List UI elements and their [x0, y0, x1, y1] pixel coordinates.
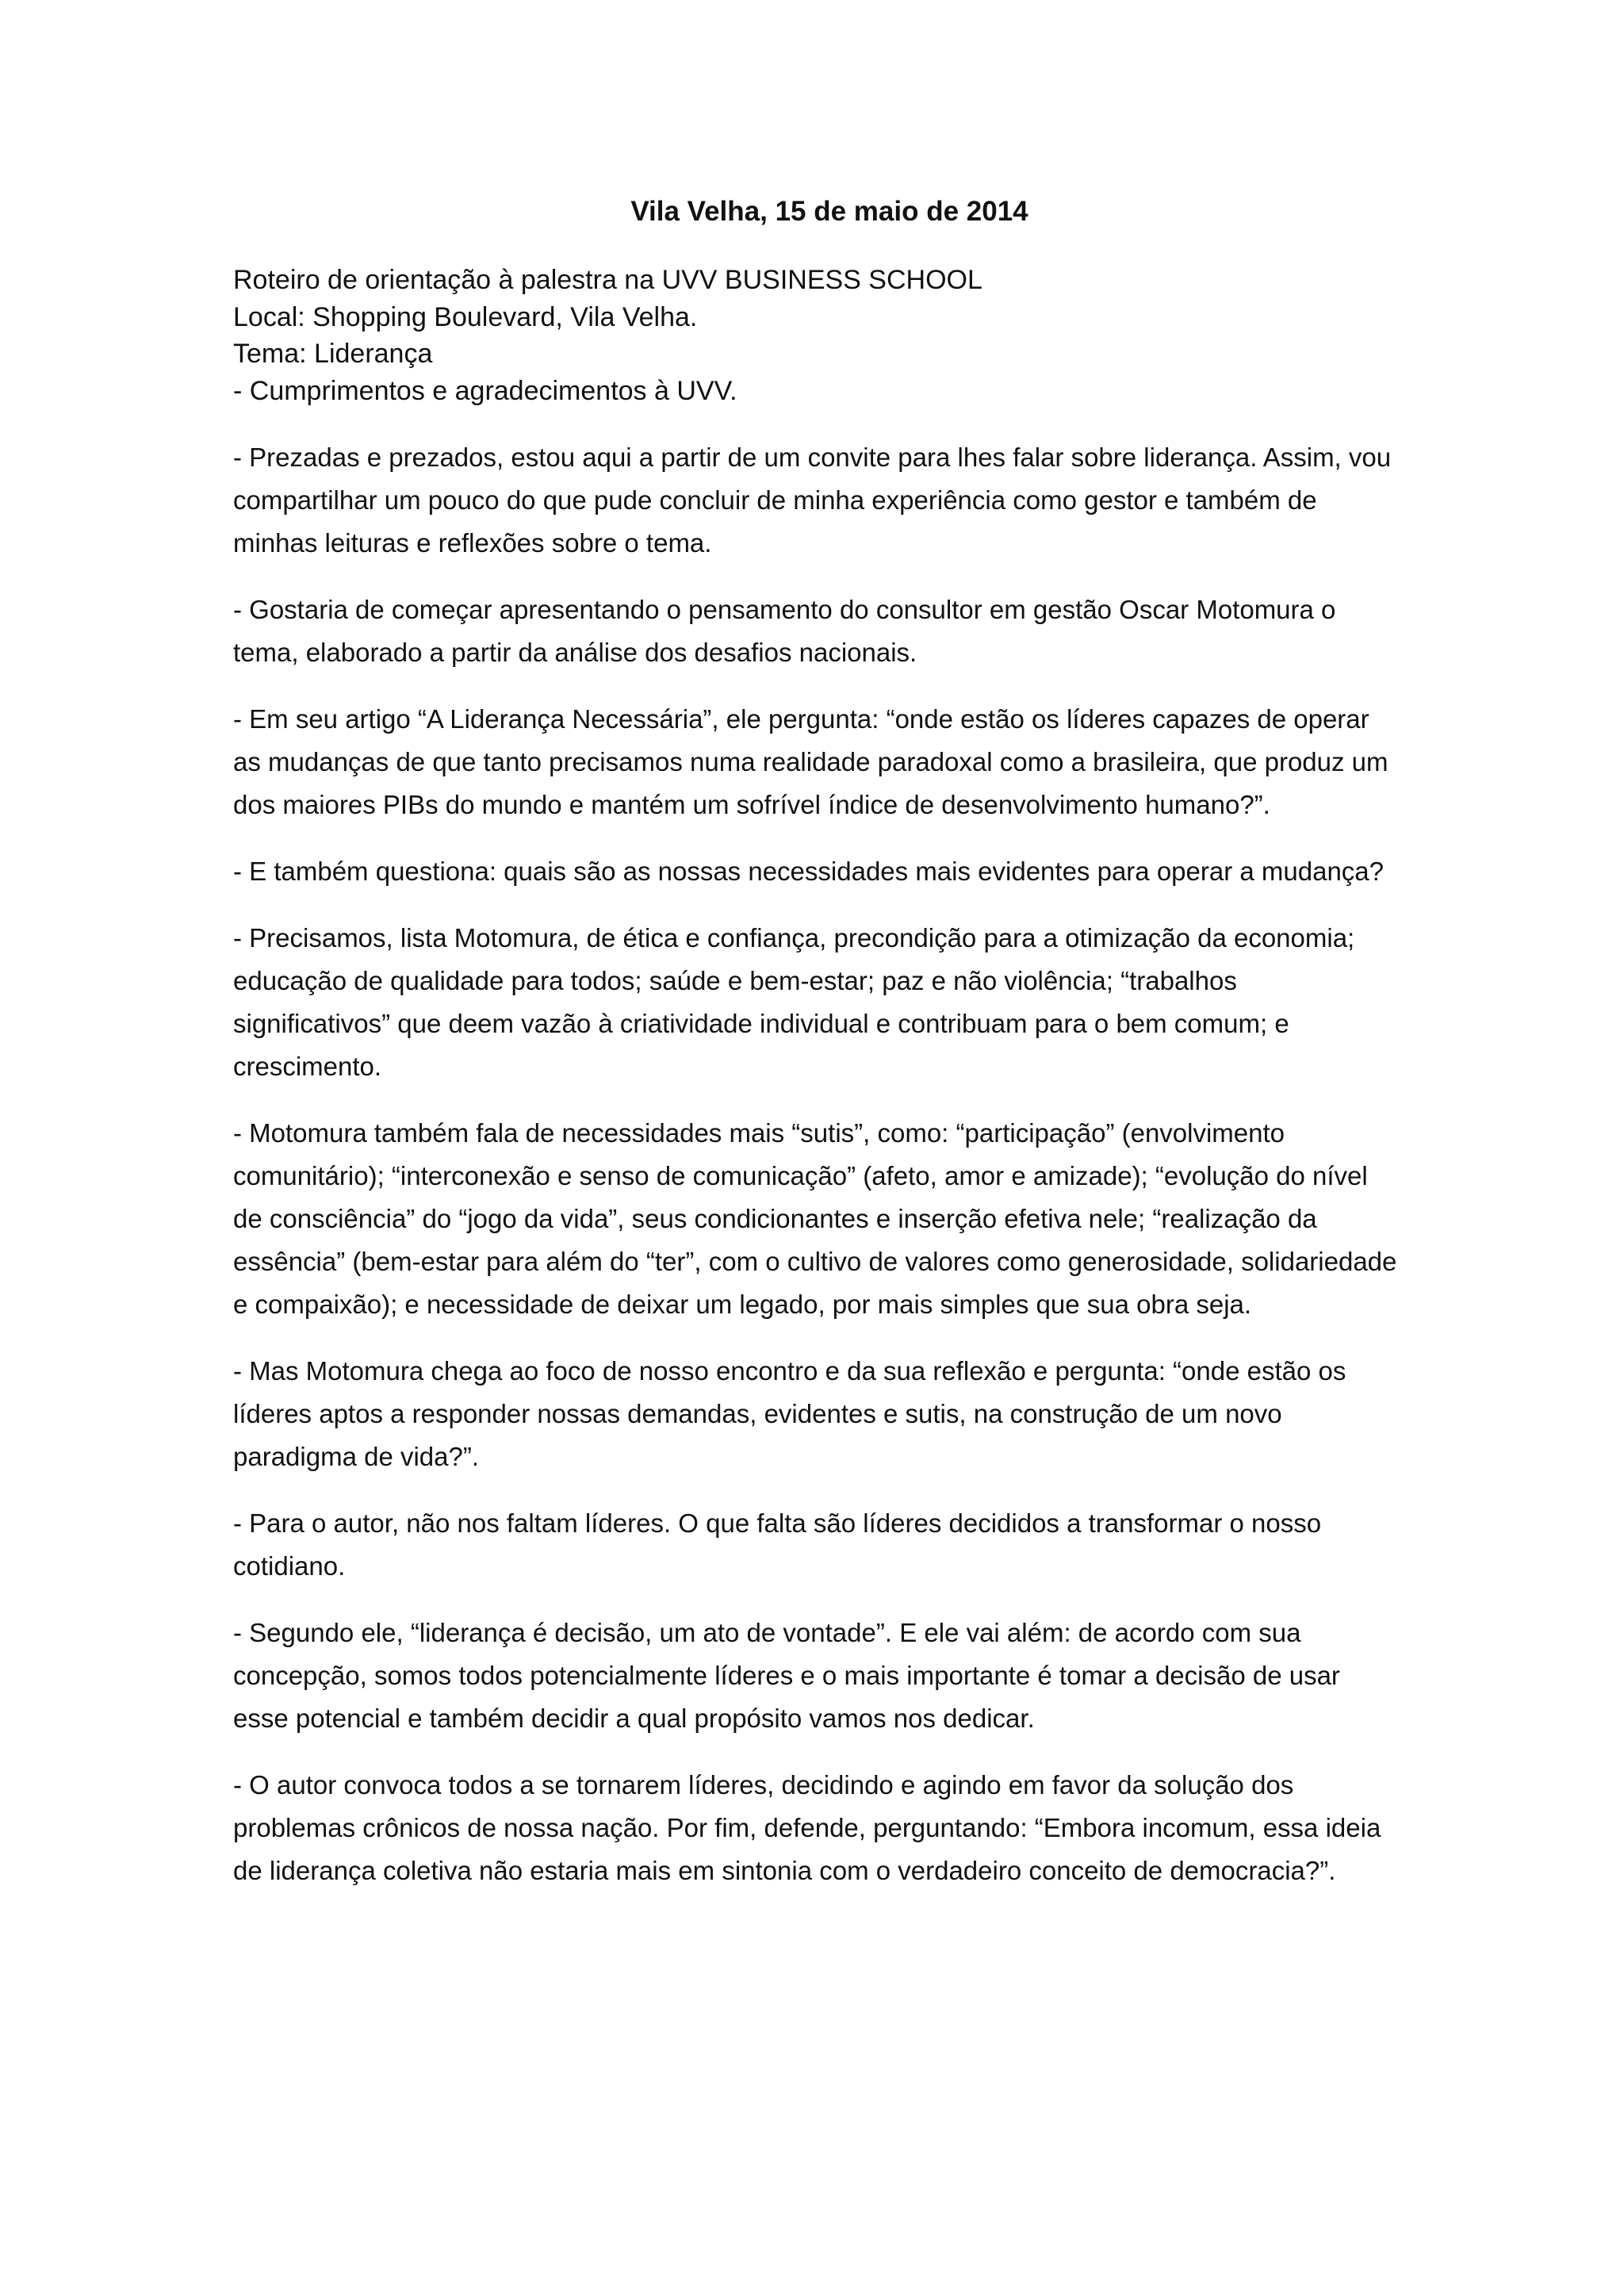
header-line-theme: Tema: Liderança: [233, 339, 433, 369]
document-title: Vila Velha, 15 de maio de 2014: [630, 196, 1028, 227]
paragraph: - Prezadas e prezados, estou aqui a partir de um convite para lhes falar sobre liderança. Assim, vou compartilhar um pouco do que pude concluir de minha experiência como gestor e também de minhas leituras e reflexões sobre o tema.: [233, 443, 1392, 558]
paragraph: - Gostaria de começar apresentando o pensamento do consultor em gestão Oscar Motomura o tema, elaborado a partir da análise dos desafios nacionais.: [233, 595, 1336, 667]
header-line-subject: Roteiro de orientação à palestra na UVV BUSINESS SCHOOL: [233, 265, 982, 295]
header-line-location: Local: Shopping Boulevard, Vila Velha.: [233, 301, 698, 332]
document-body: [233, 194, 1399, 1916]
paragraph: - Para o autor, não nos faltam líderes. O que falta são líderes decididos a transformar o nosso cotidiano.: [233, 1508, 1322, 1581]
paragraph: - Mas Motomura chega ao foco de nosso encontro e da sua reflexão e pergunta: “onde estão os líderes aptos a responder nossas demandas, evidentes e sutis, na construção de um novo paradigma de vida?”.: [233, 1356, 1346, 1471]
paragraph: - Em seu artigo “A Liderança Necessária”, ele pergunta: “onde estão os líderes capazes de operar as mudanças de que tanto precisamos numa realidade paradoxal como a brasileira, que produz um dos maiores PIBs do mundo e mantém um sofrível índice de desenvolvimento humano?”.: [233, 704, 1388, 819]
paragraph: - Motomura também fala de necessidades mais “sutis”, como: “participação” (envolvimento comunitário); “interconexão e senso de comunicação” (afeto, amor e amizade); “evolução do nível de consciência” do “jogo da vida”, seus condicionantes e inserção efetiva nele; “realização da essência” (bem-estar para além do “ter”, com o cultivo de valores como generosidade, solidariedade e compaixão); e necessidade de deixar um legado, por mais simples que sua obra seja.: [233, 1118, 1397, 1319]
paragraph: - O autor convoca todos a se tornarem líderes, decidindo e agindo em favor da solução dos problemas crônicos de nossa nação. Por fim, defende, perguntando: “Embora incomum, essa ideia de liderança coletiva não estaria mais em sintonia com o verdadeiro conceito de democracia?”.: [233, 1770, 1381, 1885]
paragraph: - E também questiona: quais são as nossas necessidades mais evidentes para operar a mudança?: [233, 857, 1385, 886]
paragraph: - Precisamos, lista Motomura, de ética e confiança, precondição para a otimização da economia; educação de qualidade para todos; saúde e bem-estar; paz e não violência; “trabalhos significativos” que deem vazão à criatividade individual e contribuam para o bem comum; e crescimento.: [233, 923, 1355, 1081]
paragraph: - Segundo ele, “liderança é decisão, um ato de vontade”. E ele vai além: de acordo com sua concepção, somos todos potencialmente líderes e o mais importante é tomar a decisão de usar esse potencial e também decidir a qual propósito vamos nos dedicar.: [233, 1618, 1340, 1733]
header-block: [233, 262, 1399, 409]
header-line-greetings: - Cumprimentos e agradecimentos à UVV.: [233, 375, 737, 406]
